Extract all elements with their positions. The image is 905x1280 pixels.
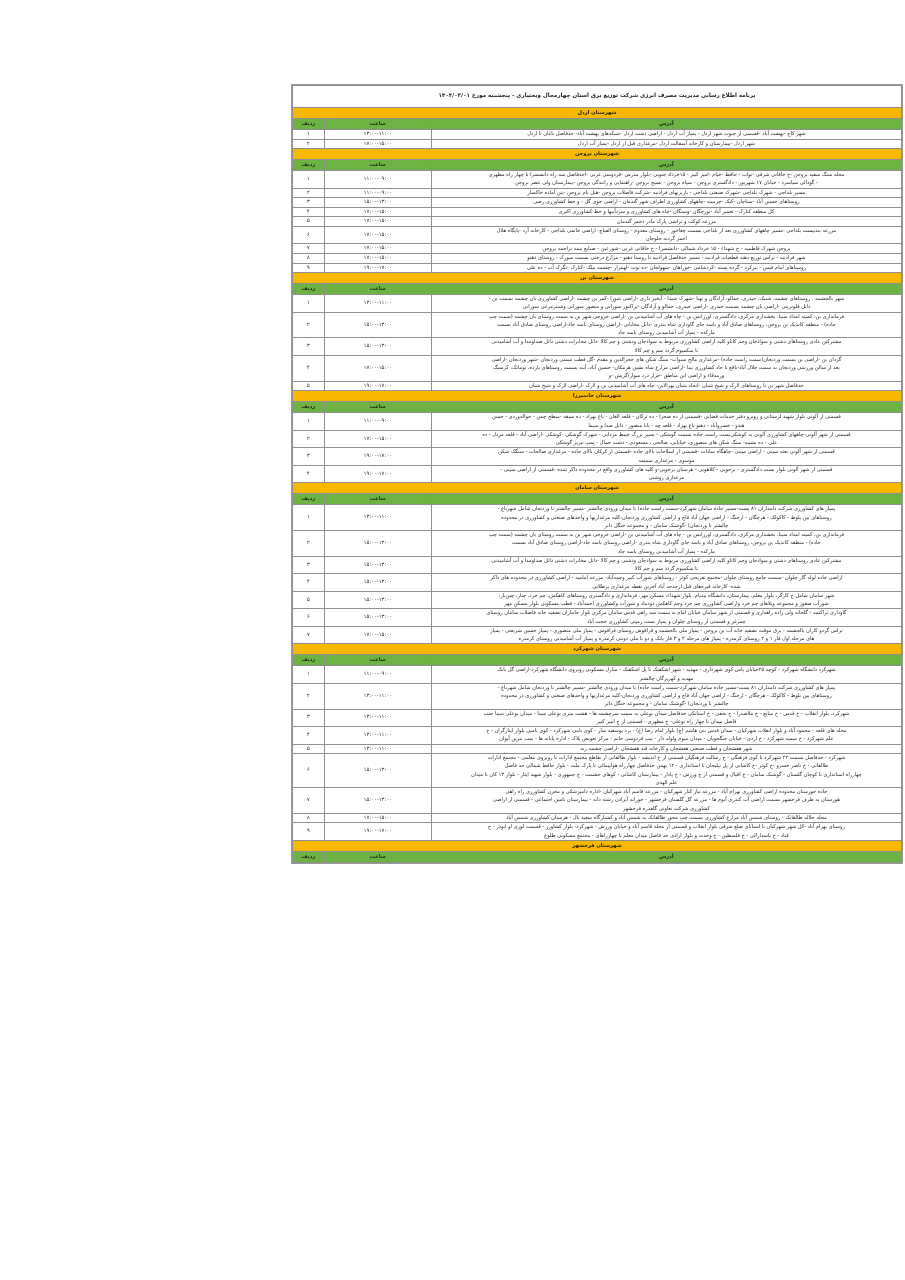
table-row [293, 574, 902, 592]
cell-index: ۷ [293, 788, 325, 814]
section-header-row [293, 149, 902, 160]
cell-time: ۱۳:۰۰-۱۱:۰۰ [324, 130, 431, 140]
table-row [293, 591, 902, 609]
cell-time: ۱۵:۰۰-۱۳:۰۰ [324, 531, 431, 557]
address-line: روستاهای حسین آباد -سناجان -کنک -چرمینه -چاههای کشاورزی اطراف شهر گندمان - اراضی جوی گل - و خط کشاورزی رضی [533, 199, 800, 206]
address-line: روستاهای بین بلوط - کاکولک - هرچگان - ارجنگ - اراضی جهان آباد قاچ و اراضی کشاورزی وردنجان-کلیه مرغداریها و واحدهای صنعتی و کشاورزی در محدوده [501, 514, 832, 521]
cell-address [431, 754, 901, 788]
column-header-row [293, 494, 902, 505]
address-line: جاده) - منطقه کاندیک بن بروجن، روستاهای صادق آباد و باسه جای گاوداری شاه بندری -داتل مخاباتی -اراضی روستای باسه جاد-اراضی روستای صادق آباد بسمت [497, 321, 836, 328]
column-header-row [293, 402, 902, 413]
cell-address [431, 207, 901, 217]
table-row [293, 626, 902, 644]
column-header-row [293, 284, 902, 295]
table-row [293, 312, 902, 338]
table-row [293, 430, 902, 448]
address-line: چالشتر تا وردنجان) -گوشنک سامان - و مجموعه خنگل داتر [604, 522, 729, 529]
table-row [293, 683, 902, 709]
address-line: مزرعه کوکب و تراشی پارک مادر دخمر گندمان [616, 218, 716, 225]
column-header-index: ردیف [293, 119, 325, 130]
section-header-row [293, 273, 902, 284]
cell-time: ۱۹:۰۰-۱۷:۰۰ [324, 263, 431, 273]
cell-index: ۹ [293, 823, 325, 841]
address-line: شهر فرادنبه - تراس توزیع دهنه قطعیات فرادنبه - مسیر حدفاصل فرادنبه تا روستا دهنو - مزارع درختی بسمت سورک - روستای دهنو [527, 255, 806, 262]
cell-time: ۱۷:۰۰-۱۵:۰۰ [324, 207, 431, 217]
section-city-name: شهرستان فرخشهر [293, 840, 902, 851]
table-row [293, 217, 902, 227]
table-row [293, 788, 902, 814]
section-header-row [293, 644, 902, 655]
column-header-address: آدرس [431, 119, 901, 130]
address-line: قباد - خ باسدارالی - خ قلسطین - خ وحدت و بلوار ازادی حد فاصل میدان معلم تا چهارراهای - مجتمع مسکونی طلوع [544, 832, 789, 839]
address-line: های مرحله اول فاز ۱ و ۲ روستای کرمدره - پمپاژ های مرحله ۲ و ۳ فاز بانک و دو تا ملی دونتی کرمدره و پمپاژ آب آشامیدنی روستای کرمدره [518, 636, 815, 643]
address-line: روستاهای امام قیس - بنزکرد - گرده بسته -کردشامی -خوراهان -سهولجان -ده نوت -لهمراز -چشمه ملک -کنارک -نگرک آب - ده علی [526, 264, 806, 271]
table-row [293, 754, 902, 788]
address-line: محله های قلعه - محمود آباد و بلوار انقلاب شهرکیان - میدان قدس بنی هاشم (چ) بلوار امام رضا (ع) - برد یوسفیه ساز - کوی بابنی شهرکرد - کوی بامبی بلوار ایثارگران - خ [486, 728, 847, 735]
address-line: فرمانداری بن، کمیته امداد سینا، بخشداری مرکزی، دادگستری، اورژانس بن - چاه های آب آشامیدنی بن -اراضی خروجی شهر بن به سمت روستای بان چشمه (سمت چپ [488, 313, 845, 320]
column-header-index: ردیف [293, 655, 325, 666]
column-header-time: ساعت [324, 160, 431, 171]
column-header-time: ساعت [324, 851, 431, 862]
cell-address [431, 254, 901, 264]
address-line: کشاورزی شرکت تعاونی گلفدره فرخشهر [622, 805, 710, 812]
address-line: مهدیه و کهریزگان چالشتر [639, 675, 694, 682]
address-line: مارکده - پمپاژ آب آشامیدنی روستای باسه جاد [618, 330, 715, 337]
address-line: فرمانداری بن، کمیته امداد سینا، بخشداری مرکزی، دادگستری، اورژانس بن - چاه های آب آشامیدنی بن -اراضی خروجی شهر بن به سمت روستای بان چشمه (سمت چپ [488, 532, 845, 539]
cell-address [431, 448, 901, 466]
address-line: مسیر بلداجی - شهرک بلداجی -شهرک صنعتی بلداجی - باربریهای فرادنبه -شرکت فاضلاب بروجن -هتل بام بروجن -بتن آماده خاکسار [527, 189, 806, 196]
outage-schedule-table [292, 85, 902, 863]
table-row [293, 813, 902, 823]
address-line: شهر کاج -بهشت آباد -قسمتی از جنوب شهر اردل - پمپاژ آب اردل - اراضی دشت اردل -شبکه‌های بهشت آباد- حدفاصل ناغان تا اردل [527, 131, 806, 138]
cell-time: ۱۱:۰۰-۰۹:۰۰ [324, 413, 431, 431]
column-header-address: آدرس [431, 160, 901, 171]
column-header-row [293, 160, 902, 171]
cell-time: ۱۳:۰۰-۱۱:۰۰ [324, 295, 431, 313]
address-line: مارکده - پمپاژ آب آشامیدنی روستای باسه جاد [618, 548, 715, 555]
table-row [293, 609, 902, 627]
address-line: چهارراه استانداری تا کوچان گلستان - گوشنک سامان - خ اقبال و قسمتی از خ ورزش - خ پادار - بیمارستان کاشانی - کوهای حشمت - خ جمهوری - بلوار شهید ایثار - بلوار ۱۳ کان تا میدان [471, 771, 862, 778]
cell-time: ۱۵:۰۰-۱۳:۰۰ [324, 198, 431, 208]
cell-index: ۲ [293, 139, 325, 149]
address-line: شهر اردل -بیمارستان و کارخانه آسفالت اردل -مرغداری قبل از اردل -پمپاژ آب اردل [577, 140, 755, 147]
cell-address [431, 788, 901, 814]
cell-index: ۱ [293, 505, 325, 531]
address-line: هوزستان به طرف فرخشهر بسمت اراضی آب کندری آبوم ها - مزرعه گل گلستان فرخشهر - خورانه آبزادن رشته دانه - بیمارستان تامین اجتماعی - قسمتی از اراضی [492, 797, 840, 804]
document-title: برنامه اطلاع رسانی مدیریت مصرف انرژی شرکت توزیع برق استان چهارمحال وبختیاری - پنجشنبه مورخ ۱۴۰۴/۰۳/۰۱ [293, 86, 902, 108]
column-header-time: ساعت [324, 284, 431, 295]
address-line: شورآب صفور و مجموعه ویلاهای چم خرد واراضی کشاورزی چم خرد وچم کاهکش دودماد و شورآب وکشاورزی احمدآباد - قطب مسکونی بلوار مسکن مهر [504, 601, 829, 608]
address-line: قسمتی از آلونی بلوار شهید لرستانی و روبرو دفتر خدمات قضایی -قسمتی از ده صحرا - ده ترکان - قلعه الغان - باغ بهزاد - ده سبقه -سطح چمن - حواله‌وردی - حسن [492, 414, 841, 421]
cell-time: ۱۱:۰۰-۰۹:۰۰ [324, 188, 431, 198]
column-header-index: ردیف [293, 851, 325, 862]
address-line: ورمدقاء و اراضی این مناطق -خزار درد سوار/گزیش -و [608, 373, 725, 380]
cell-index: ۷ [293, 626, 325, 644]
address-line: چالشتر تا وردنجان) -گوشنک سامان - و مجموعه خنگل داتر [604, 701, 729, 708]
cell-address [431, 574, 901, 592]
cell-time: ۱۹:۰۰-۱۷:۰۰ [324, 381, 431, 391]
column-header-row [293, 655, 902, 666]
cell-address [431, 744, 901, 754]
table-row [293, 198, 902, 208]
address-line: گردان بن -اراضی بن بسمت وردنجان(سمت راست جاده) -مرغداری مالح سبواب- سنگ شکن های حجرالدین و مقدم -گل قطب سمتی وردنجان -شهر وردنجان -اراضی [491, 356, 842, 363]
table-row [293, 244, 902, 254]
address-line: هندو - خسروآباد - دهنو باغ بهزاد - قلعه چه - بابا منصور - داتل صدا و سیما [588, 422, 745, 429]
address-line: داتل قلوترینی -اراضی بان چشمه بسمت حیدری -اراضی حیدری، حمالو و آزادگان -تراکتور سوزانی و منصور سورانی وشنترمرغی سورانی [522, 304, 811, 311]
address-line: پمپاژ های کشاورزی شرکت دامداران ۸۱ پست-مسیر جاده سامان شهرکرد-سمت راست جاده) تا میدان ورودی چالشتر -مسیر چالشتر تا وردنجان شامل شهرباغ - [497, 506, 836, 513]
cell-index: ۳ [293, 448, 325, 466]
cell-time: ۱۷:۰۰-۱۵:۰۰ [324, 139, 431, 149]
cell-time: ۱۱:۰۰-۰۹:۰۰ [324, 666, 431, 684]
cell-address [431, 556, 901, 574]
table-row [293, 188, 902, 198]
section-header-row [293, 391, 902, 402]
table-row [293, 295, 902, 313]
cell-index: ۲ [293, 312, 325, 338]
cell-index: ۲ [293, 430, 325, 448]
cell-address [431, 430, 901, 448]
cell-index: ۶ [293, 754, 325, 788]
table-row [293, 263, 902, 273]
cell-address [431, 813, 901, 823]
address-line: مشترکین عادی روستاهای دشتی و سوادجان وجم کاتاو کلیه اراضی کشاورزی مربوط به سوادجان ودشتی و چم کالا -داتل مخابرات دشتی داتل صداومدا و آب آشامیدنی [491, 557, 842, 564]
table-row [293, 226, 902, 244]
table-row [293, 744, 902, 754]
cell-time: ۱۳:۰۰-۱۱:۰۰ [324, 727, 431, 745]
address-line: فاصل میدان تا چهار راه بوعلی- خ مطهری - قسمتی از خ امیر کبیر [596, 718, 737, 725]
address-line: روستای بهرام آباد -کل شهر شهرکیان تا استانای ضلع شرقی بلوار انقلاب و قسمتی از محله قاسم آباد و خیابان ورزش - شهرکرد- بلوار کشاورز - قسمت لوزی او ابوذر - خ [487, 824, 845, 831]
table-row [293, 381, 902, 391]
cell-index: ۲ [293, 531, 325, 557]
table-row [293, 139, 902, 149]
cell-index: ۷ [293, 244, 325, 254]
table-row [293, 465, 902, 483]
address-line: مشترکین عادی روستاهای دشتی و سوادجان وجم کاتاو کلیه اراضی کشاورزی مربوط به سوادجان ودشتی و چم کالا -داتل مخابرات دشتی داتل صداومدا و آب آشامیدنی [491, 339, 842, 346]
cell-time: ۱۵:۰۰-۱۳:۰۰ [324, 609, 431, 627]
cell-index: ۴ [293, 574, 325, 592]
cell-time: ۱۵:۰۰-۱۳:۰۰ [324, 754, 431, 788]
cell-time: ۱۷:۰۰-۱۵:۰۰ [324, 626, 431, 644]
cell-address [431, 823, 901, 841]
table-row [293, 130, 902, 140]
cell-address [431, 338, 901, 356]
column-header-row [293, 119, 902, 130]
address-line: علی - ده بشینه- سنگ شکن های منصوری، خیابانی، صالحی ، مسعودی - دشت خمال - پمپ تبریز گوشکی [555, 440, 778, 447]
cell-index: ۵ [293, 217, 325, 227]
address-line: جاده خوزستان محدوده اراضی کشاورزی بهرام آباد - مزرعه نیاز کنار شهرکیان - مزرعه قاسم آباد شهرکیان -اداره دامپزشکی و مخزن کشاورزی راه راهی [505, 789, 828, 796]
table-row [293, 338, 902, 356]
address-line: شهرکرد - حدفاصل بسمت ۲۲ شهرکرد تا کوی فرهنگی - خ رسالت فرهنگیان قسمتی از خ اندیشه - بلوار طالقانی از تقاطع مجتمع ادارات تا روبروی معلمی - مجتمع ادارات [487, 755, 846, 762]
cell-index: ۴ [293, 355, 325, 381]
table-row [293, 207, 902, 217]
cell-index: ۵ [293, 744, 325, 754]
column-header-address: آدرس [431, 851, 901, 862]
cell-address [431, 263, 901, 273]
cell-address [431, 171, 901, 189]
cell-time: ۱۷:۰۰-۱۵:۰۰ [324, 430, 431, 448]
cell-address [431, 295, 901, 313]
table-row [293, 531, 902, 557]
address-line: شده- کارخانه قیره‌های قتل ازحدجه آباد آخرین نقطه مرغداری برطلایی [592, 583, 741, 590]
column-header-address: آدرس [431, 402, 901, 413]
cell-address [431, 666, 901, 684]
cell-index: ۴ [293, 727, 325, 745]
address-line: قسمتی از شهر آلونی بعثه سینی - اراضی سینی -چاهگاه سادات -قسمتی از اسلاحات بالای جاده -قسمتی از کرکان بالای جاده - مرغداری صالحات - سنگک شکن [498, 449, 835, 456]
cell-index: ۴ [293, 207, 325, 217]
cell-address [431, 355, 901, 381]
address-line: جاده) - منطقه کاندیک بن بروجن، روستاهای صادق آباد و باسه جای گاوداری شاه بندری -اراضی روستای باسه جاد-اراضی روستای صادق آباد بسمت [512, 540, 821, 547]
cell-address [431, 727, 901, 745]
table-row [293, 413, 902, 431]
address-line: چمرغز و قسمتی از روستای چلوان و پمپاژ بست زمینی کشاورزی حجت آباد [587, 618, 746, 625]
cell-index: ۳ [293, 709, 325, 727]
column-header-index: ردیف [293, 494, 325, 505]
cell-index: ۶ [293, 609, 325, 627]
address-line: کل منطقه کنارک - تعمیر آباد -نورچگان -وستگان -چاه های کشاورزی و سردآبیها و خط کشاورزی اکبری [558, 208, 775, 215]
column-header-address: آدرس [431, 284, 901, 295]
cell-index: ۳ [293, 556, 325, 574]
cell-time: ۱۱:۰۰-۰۹:۰۰ [324, 171, 431, 189]
address-line: احمر گردنه خلوجان [645, 236, 687, 243]
section-city-name: شهرستان خانمیرزا [293, 391, 902, 402]
address-line: حدفاصل شهر بن تا روستاهای لارک و شیخ شبان -اتحاد شبان بهرالاین- چاه های آب آشامیدنی بن و لارک -اراضی لارک و شیخ شبان [529, 382, 804, 389]
cell-index: ۹ [293, 263, 325, 273]
address-line: - گودالی سیاسرد - خیابان ۱۷ شهریور - دادگستری بروجن - سپاه بروجن - بسیج بروجن -راهنمایی و رانندگی بروجن -بیمارستان ولی عصر بروجن [515, 180, 818, 187]
cell-time: ۱۹:۰۰-۱۷:۰۰ [324, 465, 431, 483]
cell-address [431, 465, 901, 483]
table-row [293, 171, 902, 189]
address-line: علم شهرکرد - خ سمیه شهرکرد - خ اردی - خیابان جنگجویان - میدان سوم ولوله داز - تیپ فردوسی خاتم - مرکز تعویض پلاک - اداره پایانه ها - بمب بنزین آبوان [499, 736, 834, 743]
section-header-row [293, 108, 902, 119]
cell-index: ۸ [293, 813, 325, 823]
address-line: محله سنگ سفید بروجن -خ خاقانی شرقی -نواب - حافظ -خیام -امیر کبیر - ۱۵خرداد جنوبی -بلوار مدرس -فردوسی غربی -احدفاصل سه راه دانشسرا تا چهار راه مطهری [488, 172, 845, 179]
address-line: تراس گردو کاران بالجشمه - برق موقت تصفیه خانه آب بن بروجن - پمپاژ ملی بالجشمه و قراقوش روستای قرافوش - پمپاژ ملی منصوری - پمپاژ حسین شریعتی - پمپاژ [490, 627, 843, 634]
cell-address [431, 188, 901, 198]
cell-address [431, 139, 901, 149]
title-row [293, 86, 902, 108]
cell-index: ۸ [293, 254, 325, 264]
table-row [293, 448, 902, 466]
address-line: تا سکمیوم گردد سم و چم کالا [634, 347, 699, 354]
section-city-name: شهرستان بن [293, 273, 902, 284]
table-row [293, 727, 902, 745]
cell-address [431, 505, 901, 531]
cell-time: ۱۷:۰۰-۱۵:۰۰ [324, 244, 431, 254]
cell-address [431, 709, 901, 727]
address-line: شهر بالجشمه ، روستاهای چشمه، شنبک، حیدری، حمالو، آزادگان و بهنا -شهرک شیدا - آبخیز داری -اراضی شورا -کمر بن چشمه -اراضی کشاورزی بان چشمه بسمت بن - [488, 296, 845, 303]
cell-time: ۱۵:۰۰-۱۳:۰۰ [324, 338, 431, 356]
cell-index: ۴ [293, 465, 325, 483]
column-header-index: ردیف [293, 284, 325, 295]
cell-index: ۲ [293, 188, 325, 198]
table-row [293, 505, 902, 531]
cell-address [431, 531, 901, 557]
cell-index: ۵ [293, 591, 325, 609]
cell-time: ۱۹:۰۰-۱۷:۰۰ [324, 823, 431, 841]
cell-time: ۱۷:۰۰-۱۵:۰۰ [324, 355, 431, 381]
address-line: طالقانی - خ ناصر خسرو -خ کوثر -خ کاشانی از پل تپلیحان تا استانداری - ۱۲ بهمن حدفاصل چهارراه هواپیمائی تا پارک ملت - بلوار حافظ شمالی حد فاصل [504, 763, 829, 770]
section-city-name: شهرستان اردل [293, 108, 902, 119]
address-line: مزرعه بندبیست بلداجی -مسیر چاههای کشاورزی بعد از بلداجی بسمت چغاخور - روستای معدوم - روستای القباچ- اراضی خاتمی بلداجی - کارخانه آرد -پایگاه هلال [496, 227, 837, 234]
cell-time: ۱۵:۰۰-۱۳:۰۰ [324, 591, 431, 609]
cell-time: ۱۳:۰۰-۱۱:۰۰ [324, 709, 431, 727]
cell-address [431, 591, 901, 609]
cell-address [431, 683, 901, 709]
address-line: شهر هفشجان و قطب صنعتی هفشجان و کارخانه قند هفشجان -اراضی چشمه زنه [580, 745, 753, 752]
cell-time: ۱۷:۰۰-۱۵:۰۰ [324, 226, 431, 244]
cell-index: ۶ [293, 226, 325, 244]
address-line: محله جلاله طالقانک - روستای شمس آباد مزارع کشاورزی بسمت چپ محور طالقانک به شمس آباد و کشتارگاه سعید بال - هرستان کشاورزی شمس آباد [506, 815, 827, 822]
cell-time: ۱۵:۰۰-۱۳:۰۰ [324, 788, 431, 814]
column-header-time: ساعت [324, 655, 431, 666]
address-line: پمپاژ های کشاورزی شرکت دامداران ۸۱ پست-مسیر جاده سامان شهرکرد-سمت راست جاده) تا میدان ورودی چالشتر -مسیر چالشتر تا وردنجان شامل شهرباغ - [497, 684, 836, 691]
address-line: روستاهای بین بلوط - کاکولک - هرچگان - ارجنگ - اراضی جهان آباد قاچ و اراضی کشاورزی وردنجان-کلیه مرغداریها و واحدهای صنعتی و کشاورزی در محدوده [501, 693, 832, 700]
section-header-row [293, 483, 902, 494]
section-city-name: شهرستان بروجن [293, 149, 902, 160]
column-header-time: ساعت [324, 402, 431, 413]
address-line: موسوی - مرغداری سمیمه [638, 457, 695, 464]
address-line: اراضی جاده لوله گاز چلوان -سمنت جامع روستای چلوان -مجتمع تفریحی کوثر - روستاهای شورآب کبیر وچمه‌آباد- مزرعه امامیه - اراضی کشاورزی در محدوده های داکر [490, 575, 843, 582]
address-line: علم الهدی [655, 779, 678, 786]
address-line: شهرکرد دانشگاه شهرکرد - کوچه ۲۵خیابان پاس کوی شهرداری - مهدیه - شهر اشکفتک تا پل اشکفتک - منازل مسکونی روبروی دانشگاه شهرکرد-اراضی گل بانک [497, 667, 836, 674]
cell-time: ۱۷:۰۰-۱۵:۰۰ [324, 813, 431, 823]
address-line: گاوداری تراکتمه - گلخانه ولی زاده راهداری و قسمتی از شهر سامان خیابان امام به سمت سه راهی قدس سامان مرکزی بلوار جانباران تصفیه خانه فاضلاب سامان روستای [486, 610, 847, 617]
cell-index: ۵ [293, 381, 325, 391]
cell-address [431, 217, 901, 227]
section-city-name: شهرستان شهرکرد [293, 644, 902, 655]
column-header-row [293, 851, 902, 862]
cell-index: ۳ [293, 338, 325, 356]
cell-address [431, 312, 901, 338]
cell-index: ۱ [293, 171, 325, 189]
cell-time: ۱۳:۰۰-۱۱:۰۰ [324, 744, 431, 754]
cell-time: ۱۳:۰۰-۱۱:۰۰ [324, 683, 431, 709]
cell-address [431, 381, 901, 391]
cell-time: ۱۳:۰۰-۱۱:۰۰ [324, 505, 431, 531]
table-row [293, 709, 902, 727]
column-header-address: آدرس [431, 655, 901, 666]
address-line: قسمتی از شهر آلونی بلوار بست دادگستری - برجویی - کلاهویی - هرستان برجویی-و کلیه های کشاورزی واقع در محدوده داکر شده -قسمتی از اراضی سینی - [500, 466, 833, 473]
cell-index: ۱ [293, 130, 325, 140]
outage-schedule-sheet [291, 84, 903, 864]
address-line: مرغداری روشنی [648, 475, 685, 482]
cell-index: ۲ [293, 683, 325, 709]
column-header-index: ردیف [293, 402, 325, 413]
cell-address [431, 626, 901, 644]
cell-time: ۱۵:۰۰-۱۳:۰۰ [324, 556, 431, 574]
cell-time: ۱۷:۰۰-۱۵:۰۰ [324, 217, 431, 227]
address-line: شهرکرد، بلوار انقلاب - خ قدس - خ منابع - خ ملاصدرا - خ نجفی - خ استانکی حدفاصل میدان بوعلی به سمت سرچشمه ها - هشت متری بوعلی سینا - میدان بوعلی سینا جنب [483, 710, 850, 717]
table-row [293, 355, 902, 381]
table-row [293, 666, 902, 684]
cell-index: ۳ [293, 198, 325, 208]
address-line: شهر سامان شامل ج کارگر، بلوار معلم، بیمارستان، دانشگاه بیدیام، بلوار شهداء، مسکن مهر، فرمانداری و دادگستری روستاهای کاهکش، چم خرد، چنار، چین‌باز، [498, 592, 835, 599]
cell-index: ۱ [293, 666, 325, 684]
table-row [293, 254, 902, 264]
cell-address [431, 198, 901, 208]
cell-address [431, 413, 901, 431]
cell-index: ۱ [293, 413, 325, 431]
address-line: قسمتی از شهر آلونی-چاههای کشاورزی آلونی به کوشکی‌بست راست جاده بسمت گوشکی - بسیر بزرگ خیبط مردابی - شهرک گوشکی -کوشکی -اراضی آباد - قلعه مزدل - ده [482, 431, 851, 438]
cell-time: ۱۹:۰۰-۱۷:۰۰ [324, 448, 431, 466]
column-header-time: ساعت [324, 119, 431, 130]
address-line: تا سکمیوم گردد سم و چم کالا [634, 566, 699, 573]
section-city-name: شهرستان سامان [293, 483, 902, 494]
column-header-time: ساعت [324, 494, 431, 505]
cell-time: ۱۵:۰۰-۱۳:۰۰ [324, 574, 431, 592]
address-line: بعد از سالن ورزشی وردنجان به سمت جلال آباد-ناقع تا حاد کشاورزی بینا -اراضی مزارع شاه نشین هرمکان- حسین آباد، آبنه بسمت روستاهای یازده، توماتک، کرسنگ [493, 365, 840, 372]
cell-address [431, 609, 901, 627]
cell-address [431, 226, 901, 244]
cell-address [431, 244, 901, 254]
cell-time: ۱۵:۰۰-۱۳:۰۰ [324, 312, 431, 338]
section-header-row [293, 840, 902, 851]
cell-index: ۱ [293, 295, 325, 313]
table-row [293, 556, 902, 574]
address-line: بروجن شهرک فاطمیه - خ شهداء - ۱۵ خرداد شمالی -دانشسرا - خ خاقانی غربی -شورعین - صنایع نیمه نراجمه بروجن [542, 245, 791, 252]
cell-address [431, 130, 901, 140]
column-header-index: ردیف [293, 160, 325, 171]
cell-time: ۱۷:۰۰-۱۵:۰۰ [324, 254, 431, 264]
table-row [293, 823, 902, 841]
column-header-address: آدرس [431, 494, 901, 505]
